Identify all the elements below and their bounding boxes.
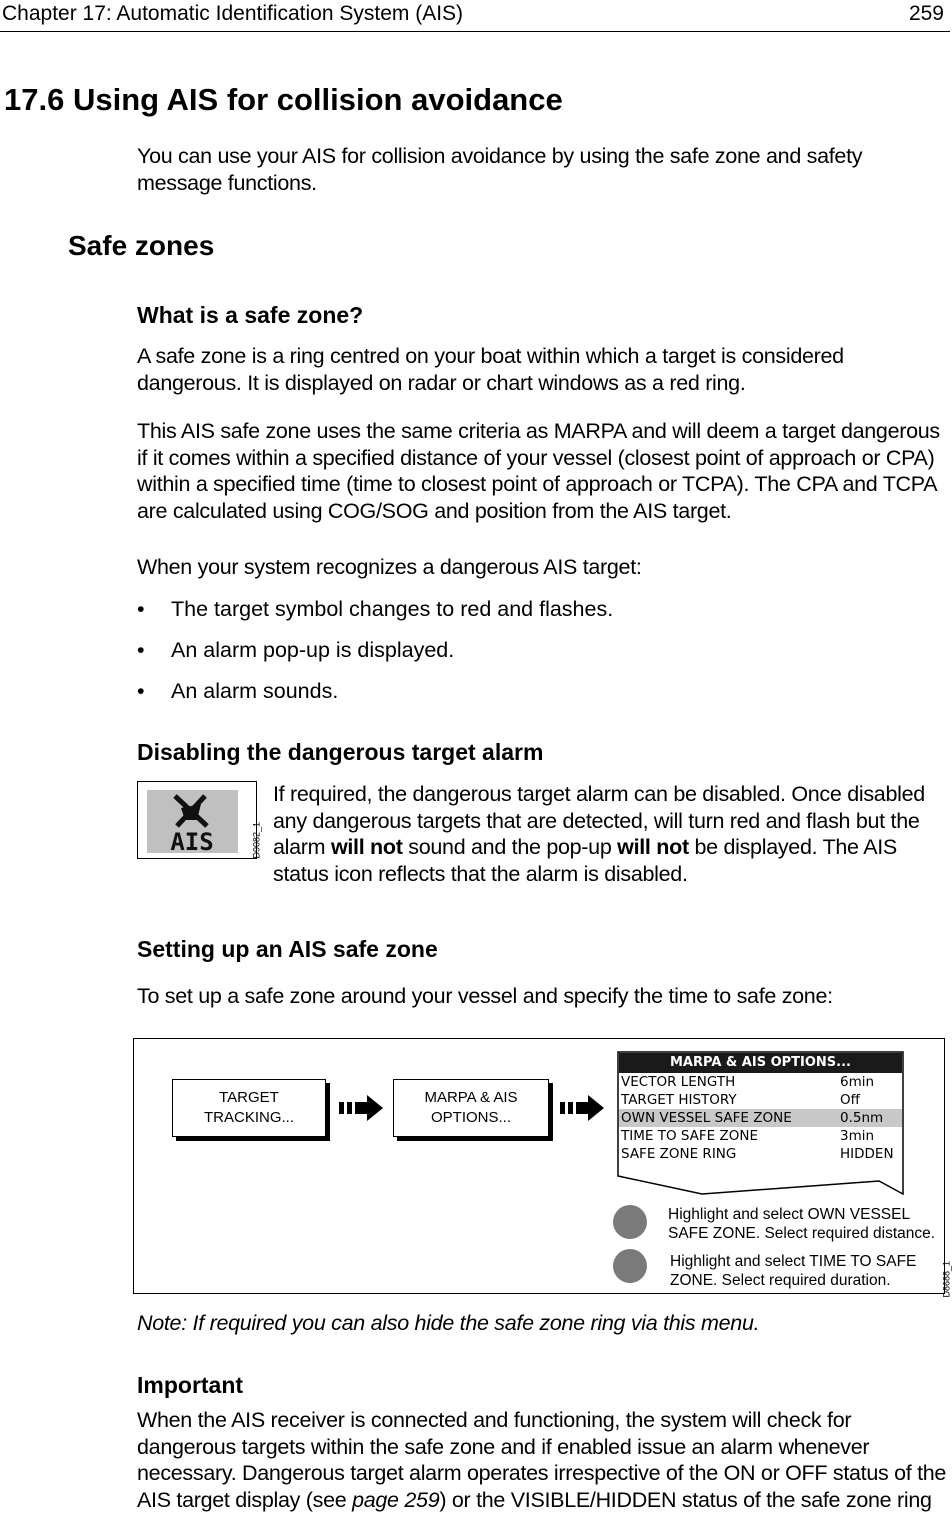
what-p3: When your system recognizes a dangerous AIS target: [137,555,642,579]
header-rule [0,31,950,32]
page-link[interactable]: page 259 [352,1487,440,1512]
figure-code: D9082_1 [252,822,262,859]
arrow-icon [339,1095,385,1121]
bullet-item: • The target symbol changes to red and flashes. [137,597,614,621]
important-heading: Important [137,1372,244,1398]
note-text: Note: If required you can also hide the safe zone ring via this menu. [137,1311,760,1335]
what-p2: This AIS safe zone uses the same criteria as MARPA and will deem a target dangerous if it comes within a specified distance of your vessel (closest point of approach or CPA) within a specified time (time to closest point of approach or TCPA). The CPA and TCPA are calculated using COG/SOG and position from the AIS target. [137,419,940,523]
menu-title: MARPA & AIS OPTIONS... [619,1053,902,1073]
bullet-item: • An alarm sounds. [137,679,339,703]
bullet-item: • An alarm pop-up is displayed. [137,638,455,662]
arrow-icon [560,1095,606,1121]
menu-item-own-vessel-safe-zone[interactable]: OWN VESSEL SAFE ZONE 0.5nm [619,1109,902,1127]
ais-alarm-disabled-icon [137,781,262,859]
setup-text: To set up a safe zone around your vessel and specify the time to safe zone: [137,984,833,1008]
section-title: 17.6 Using AIS for collision avoidance [4,82,563,117]
disable-text: If required, the dangerous target alarm can be disabled. Once disabled any dangerous targets that are detected, will turn red and flash but the alarm will not sound and the pop-up will not be displayed. The AIS status icon reflects that the alarm is disabled. [273,782,925,886]
page-number: 259 [908,2,944,25]
menu-diagram [133,1038,952,1298]
what-p1: A safe zone is a ring centred on your boat within which a target is considered dangerous. It is displayed on radar or chart windows as a red ring. [137,344,844,395]
safe-zones-heading: Safe zones [68,230,215,261]
menu-item-vector-length[interactable]: VECTOR LENGTH 6min [621,1074,875,1090]
instruction-2: Highlight and select TIME TO SAFE ZONE. Select required duration. [670,1253,917,1289]
chapter-header: Chapter 17: Automatic Identification System (AIS) [2,2,464,25]
menu-item-target-history[interactable]: TARGET HISTORY Off [621,1092,860,1108]
marpa-options-menu [619,1053,902,1163]
intro-text: You can use your AIS for collision avoidance by using the safe zone and safety message functions. [137,144,863,195]
disable-heading: Disabling the dangerous target alarm [137,739,544,765]
setup-heading: Setting up an AIS safe zone [137,936,438,962]
figure-code: D8688_1 [942,1261,952,1298]
trackpad-icon [613,1249,647,1283]
target-tracking-button[interactable]: TARGET TRACKING... [172,1079,326,1137]
instruction-1: Highlight and select OWN VESSEL SAFE ZONE. Select required distance. [668,1206,936,1242]
menu-item-safe-zone-ring[interactable]: SAFE ZONE RING HIDDEN [621,1146,894,1162]
marpa-ais-options-button[interactable]: MARPA & AIS OPTIONS... [393,1079,549,1137]
menu-item-time-to-safe-zone[interactable]: TIME TO SAFE ZONE 3min [621,1128,875,1144]
important-text: When the AIS receiver is connected and functioning, the system will check for dangerous targets within the safe zone and if enabled issue an alarm whenever necessary. Dangerous target alarm operates irrespective of the ON or OFF status of the AIS target display (see page 259) or the VISIBLE/HIDDEN status of the safe zone ring [137,1408,947,1512]
svg-text:AIS: AIS [170,828,214,856]
what-heading: What is a safe zone? [137,302,364,328]
trackpad-icon [613,1205,647,1239]
